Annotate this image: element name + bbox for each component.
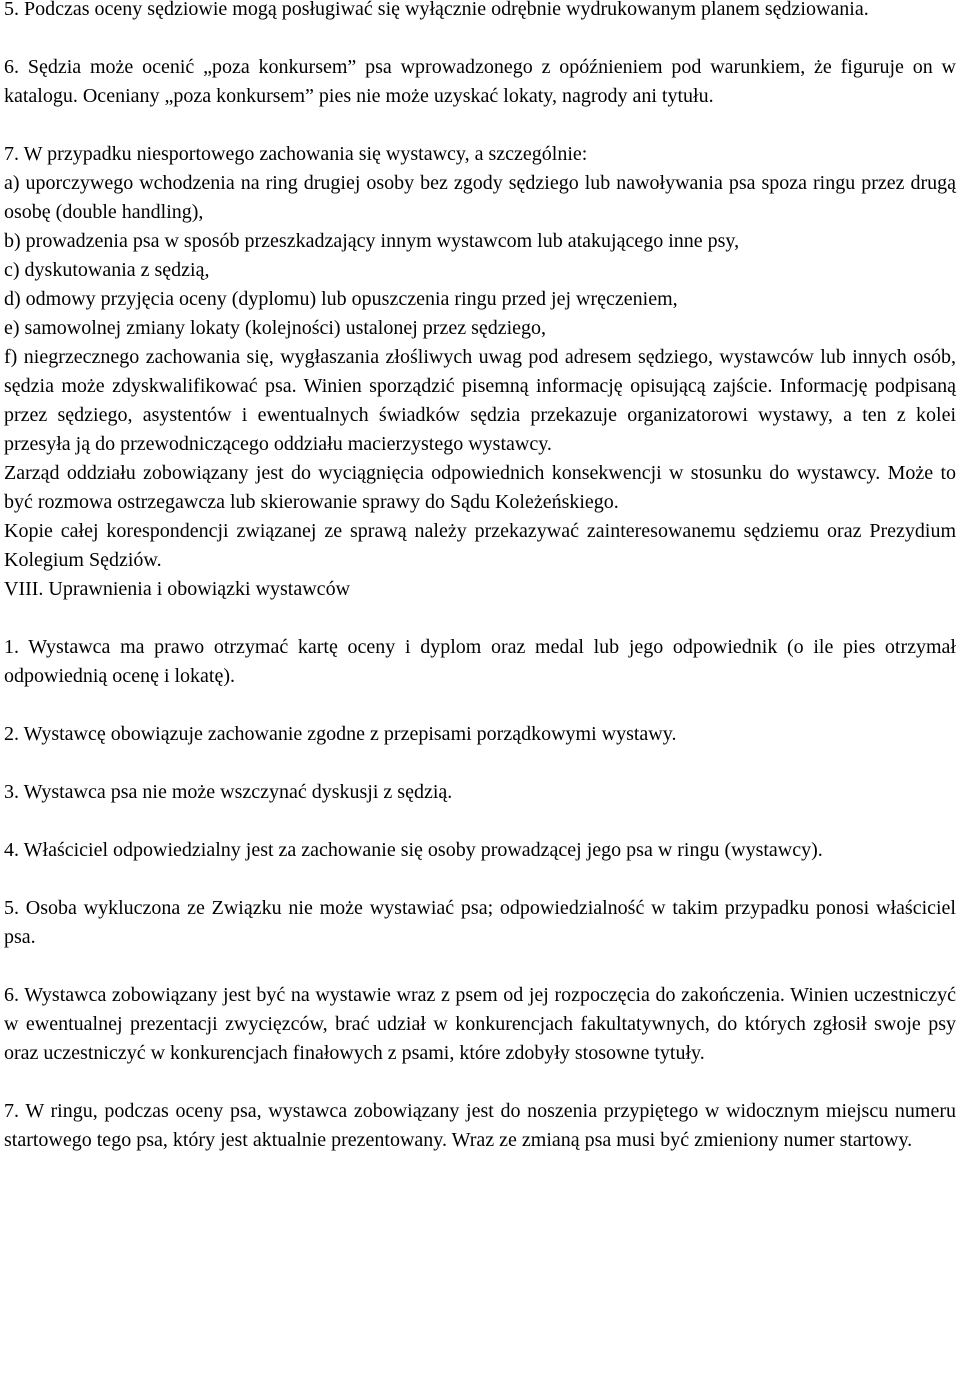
exhibitor-rule-6: 6. Wystawca zobowiązany jest być na wystawie wraz z psem od jej rozpoczęcia do zakończenia. Winien uczestniczyć w ewentualnej prezentacji zwycięzców, brać udział w konkurencjach fakultatywnych, do których zgłosił swoje psy oraz uczestniczyć w konkurencjach finałowych z psami, które zdobyły stosowne tytuły.	[4, 984, 956, 1064]
exhibitor-rule-3: 3. Wystawca psa nie może wszczynać dyskusji z sędzią.	[4, 781, 453, 803]
rule-6-out-of-competition: 6. Sędzia może ocenić „poza konkursem” psa wprowadzonego z opóźnieniem pod warunkiem, że figuruje on w katalogu. Oceniany „poza konkursem” pies nie może uzyskać lokaty, nagrody ani tytułu.	[4, 56, 956, 107]
rule-5-judging-plan: 5. Podczas oceny sędziowie mogą posługiwać się wyłącznie odrębnie wydrukowanym planem sędziowania.	[4, 0, 869, 20]
document-body	[4, 0, 956, 1184]
rule-7-item-d: d) odmowy przyjęcia oceny (dyplomu) lub opuszczenia ringu przed jej wręczeniem,	[4, 288, 678, 310]
exhibitor-rule-2: 2. Wystawcę obowiązuje zachowanie zgodne z przepisami porządkowymi wystawy.	[4, 723, 677, 745]
rule-7-item-c: c) dyskutowania z sędzią,	[4, 259, 210, 281]
rule-7-correspondence-copies: Kopie całej korespondencji związanej ze sprawą należy przekazywać zainteresowanemu sędziemu oraz Prezydium Kolegium Sędziów.	[4, 520, 956, 571]
rule-7-item-f: f) niegrzecznego zachowania się, wygłaszania złośliwych uwag pod adresem sędziego, wystawców lub innych osób, sędzia może zdyskwalifikować psa. Winien sporządzić pisemną informację opisującą zajście. Informację podpisaną przez sędziego, asystentów i ewentualnych świadków sędzia przekazuje organizatorowi wystawy, a ten z kolei przesyła ją do przewodniczącego oddziału macierzystego wystawcy.	[4, 346, 956, 455]
rule-7-branch-board: Zarząd oddziału zobowiązany jest do wyciągnięcia odpowiednich konsekwencji w stosunku do wystawcy. Może to być rozmowa ostrzegawcza lub skierowanie sprawy do Sądu Koleżeńskiego.	[4, 462, 956, 513]
section-title: VIII. Uprawnienia i obowiązki wystawców	[4, 578, 351, 600]
rule-7-item-e: e) samowolnej zmiany lokaty (kolejności) ustalonej przez sędziego,	[4, 317, 547, 339]
rule-7-intro: 7. W przypadku niesportowego zachowania się wystawcy, a szczególnie:	[4, 143, 588, 165]
exhibitor-rule-7: 7. W ringu, podczas oceny psa, wystawca zobowiązany jest do noszenia przypiętego w widocznym miejscu numeru startowego tego psa, który jest aktualnie prezentowany. Wraz ze zmianą psa musi być zmieniony numer startowy.	[4, 1100, 956, 1151]
rule-7-unsporting-behaviour	[4, 140, 956, 575]
exhibitor-rule-1: 1. Wystawca ma prawo otrzymać kartę oceny i dyplom oraz medal lub jego odpowiednik (o ile pies otrzymał odpowiednią ocenę i lokatę).	[4, 636, 956, 687]
rule-7-item-b: b) prowadzenia psa w sposób przeszkadzający innym wystawcom lub atakującego inne psy,	[4, 230, 740, 252]
exhibitor-rule-4: 4. Właściciel odpowiedzialny jest za zachowanie się osoby prowadzącej jego psa w ringu (wystawcy).	[4, 839, 823, 861]
rule-7-item-a: a) uporczywego wchodzenia na ring drugiej osoby bez zgody sędziego lub nawoływania psa spoza ringu przez drugą osobę (double handling),	[4, 172, 956, 223]
exhibitor-rule-5: 5. Osoba wykluczona ze Związku nie może wystawiać psa; odpowiedzialność w takim przypadku ponosi właściciel psa.	[4, 897, 956, 948]
